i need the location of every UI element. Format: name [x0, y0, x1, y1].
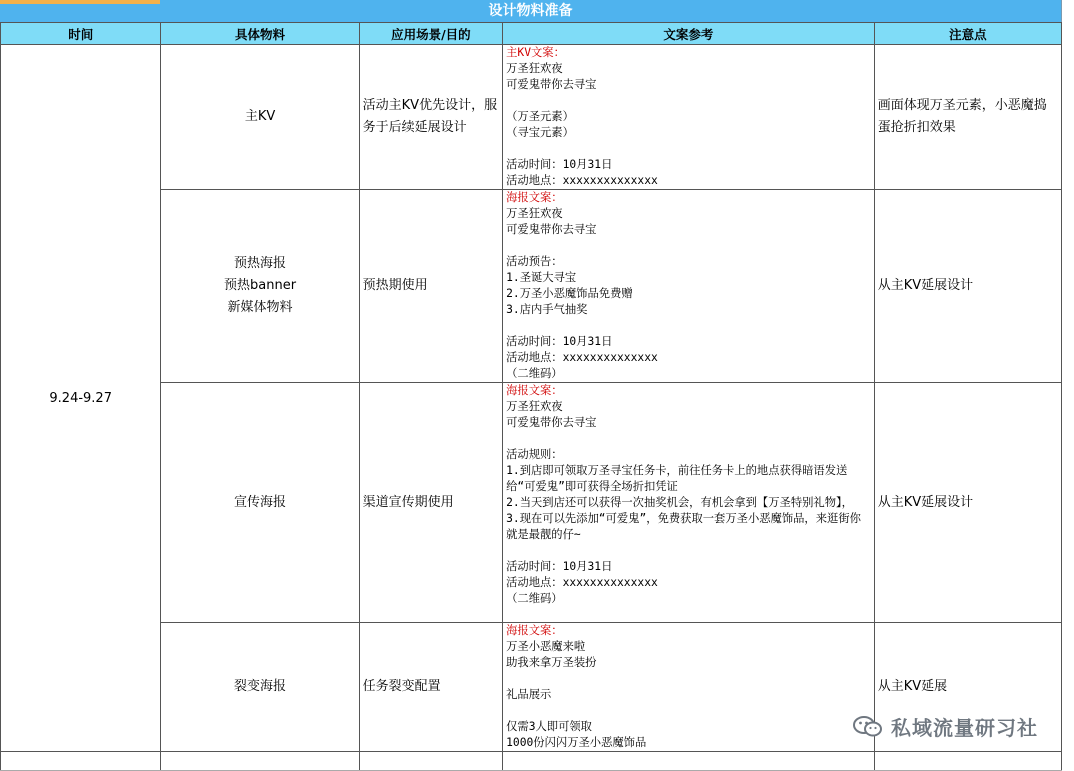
- note-cell[interactable]: 从主KV延展: [874, 623, 1061, 752]
- watermark-text: 私域流量研习社: [891, 716, 1038, 740]
- empty-row: [1, 752, 1062, 771]
- item-line: 预热banner: [224, 278, 297, 293]
- copy-cell[interactable]: [503, 623, 875, 752]
- title-text: 设计物料准备: [488, 3, 573, 19]
- selection-indicator: [0, 0, 160, 4]
- copy-text: 万圣狂欢夜 可爱鬼带你去寻宝 活动预告： 1.圣诞大寻宝 2.万圣小恶魔饰品免费赠 3.店内手气抽奖 活动时间：10月31日 活动地点：xxxxxxxxxxxxxx （二维码）: [506, 207, 658, 380]
- item-cell[interactable]: [161, 623, 359, 752]
- copy-text: 万圣小恶魔来啦 助我来拿万圣装扮 礼品展示 仅需3人即可领取 1000份闪闪万圣小恶魔饰品: [506, 640, 647, 749]
- wechat-icon: [853, 716, 883, 738]
- header-row: [1, 23, 1062, 45]
- empty-cell[interactable]: [503, 752, 875, 771]
- empty-cell[interactable]: [1, 752, 161, 771]
- item-cell[interactable]: [161, 190, 359, 383]
- item-line: 主KV: [244, 109, 276, 124]
- copy-label: 海报文案：: [506, 384, 563, 397]
- material-table: [0, 22, 1062, 771]
- header-note[interactable]: 注意点: [874, 23, 1061, 45]
- item-cell[interactable]: [161, 383, 359, 623]
- empty-cell[interactable]: [359, 752, 502, 771]
- copy-label: 海报文案：: [506, 624, 563, 637]
- copy-text: 万圣狂欢夜 可爱鬼带你去寻宝 （万圣元素） （寻宝元素） 活动时间：10月31日 活动地点：xxxxxxxxxxxxxx: [506, 62, 658, 187]
- note-cell[interactable]: 画面体现万圣元素，小恶魔捣蛋抢折扣效果: [874, 45, 1061, 190]
- header-item[interactable]: 具体物料: [161, 23, 359, 45]
- item-cell[interactable]: [161, 45, 359, 190]
- scene-cell[interactable]: 渠道宣传期使用: [359, 383, 502, 623]
- header-scene[interactable]: 应用场景/目的: [359, 23, 502, 45]
- note-cell[interactable]: 从主KV延展设计: [874, 190, 1061, 383]
- item-line: 新媒体物料: [227, 300, 293, 315]
- copy-text: 万圣狂欢夜 可爱鬼带你去寻宝 活动规则： 1.到店即可领取万圣寻宝任务卡，前往任务卡上的地点获得暗语发送给“可爱鬼”即可获得全场折扣凭证 2.当天到店还可以获得一次抽奖机会，有机会拿到【万圣特别礼物】， 3.现在可以先添加“可爱鬼”，免费获取一套万圣小恶魔饰品，来逛街你就是最靓的仔~ 活动时间：10月31日 活动地点：xxxxxxxxxxxxxx （二维码）: [506, 400, 861, 605]
- copy-cell[interactable]: [503, 45, 875, 190]
- copy-label: 主KV文案：: [506, 46, 565, 59]
- copy-label: 海报文案：: [506, 191, 563, 204]
- note-cell[interactable]: 从主KV延展设计: [874, 383, 1061, 623]
- header-copy[interactable]: 文案参考: [503, 23, 875, 45]
- empty-cell[interactable]: [161, 752, 359, 771]
- item-line: 宣传海报: [234, 494, 287, 510]
- scene-cell[interactable]: 任务裂变配置: [359, 623, 502, 752]
- item-line: 裂变海报: [234, 679, 287, 694]
- item-line: 预热海报: [234, 256, 287, 271]
- watermark: [853, 712, 1038, 741]
- scene-cell[interactable]: 预热期使用: [359, 190, 502, 383]
- table-row: [1, 45, 1062, 190]
- scene-cell[interactable]: 活动主KV优先设计，服务于后续延展设计: [359, 45, 502, 190]
- time-cell[interactable]: 9.24-9.27: [1, 45, 161, 752]
- sheet-title: [0, 0, 1062, 22]
- header-time[interactable]: 时间: [1, 23, 161, 45]
- empty-cell[interactable]: [874, 752, 1061, 771]
- copy-cell[interactable]: [503, 383, 875, 623]
- copy-cell[interactable]: [503, 190, 875, 383]
